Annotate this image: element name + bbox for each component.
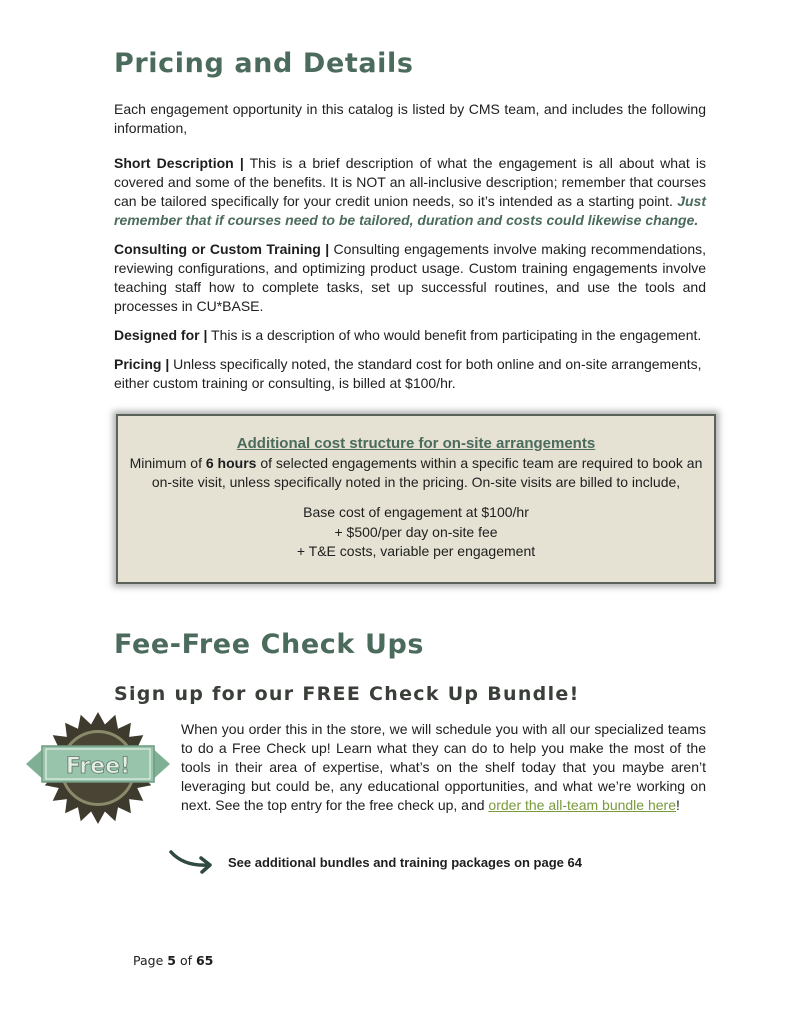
consulting-text: Consulting engagements involve making recommendations, reviewing configurations, and optimizing product usage. Custom training engagements involve teaching staff how to complete tasks, set up successful routines, and use the tools and processes in CU*BASE.: [114, 241, 706, 314]
page-footer: [133, 953, 213, 968]
consulting-paragraph: [114, 240, 706, 316]
section-subtitle: Sign up for our FREE Check Up Bundle!: [114, 683, 580, 705]
bundles-callout: See additional bundles and training packages on page 64: [228, 855, 582, 870]
checkup-text-end: !: [675, 797, 680, 813]
checkup-text: When you order this in the store, we will schedule you with all our specialized teams to do a Free Check up! Learn what they can do to help you make the most of the tools in their area of expertise, what’s on the shelf today that you maybe aren’t leveraging but could be, any educational opportunities, and what we’re working on next. See the top entry for the free check up, and: [181, 721, 706, 813]
short-description-label: Short Description |: [114, 155, 244, 171]
footer-page-label: Page: [133, 953, 164, 968]
pricing-text: Unless specifically noted, the standard cost for both online and on-site arrangements, either custom training or consulting, is billed at $100/hr.: [114, 356, 702, 391]
order-bundle-link[interactable]: order the all-team bundle here: [488, 797, 676, 813]
cost-box-title: Additional cost structure for on-site arrangements: [236, 435, 596, 452]
cost-item-travel: + T&E costs, variable per engagement: [296, 543, 536, 559]
checkup-paragraph: [181, 720, 706, 815]
page-title: Pricing and Details: [114, 48, 414, 79]
onsite-cost-box: [116, 414, 716, 584]
footer-of-label: of: [179, 953, 192, 968]
footer-total-pages: 65: [195, 953, 214, 968]
intro-paragraph: Each engagement opportunity in this catalog is listed by CMS team, and includes the following information,: [114, 101, 706, 136]
pricing-paragraph: [114, 355, 706, 393]
cost-item-onsite-fee: + $500/per day on-site fee: [334, 523, 498, 540]
pricing-label: Pricing |: [114, 356, 170, 372]
designed-for-paragraph: [114, 326, 706, 345]
free-badge-icon: [24, 712, 172, 824]
footer-page-number: 5: [167, 953, 176, 968]
short-description-text: This is a brief description of what the engagement is all about what is covered and some of the benefits. It is NOT an all-inclusive description; remember that courses can be tailored specifically for your credit union needs, so it’s intended as a starting point.: [114, 155, 706, 209]
cost-box-text-start: Minimum of: [129, 455, 206, 471]
cost-box-text: [126, 454, 706, 492]
section-title-checkups: Fee-Free Check Ups: [114, 629, 425, 660]
consulting-label: Consulting or Custom Training |: [114, 241, 330, 257]
short-description-paragraph: [114, 154, 706, 230]
cost-list: [118, 503, 714, 562]
cost-box-text-end: of selected engagements within a specific team are required to book an on-site visit, unless specifically noted in the pricing. On-site visits are billed to include,: [151, 455, 703, 490]
arrow-right-icon: [168, 846, 218, 876]
designed-for-label: Designed for |: [114, 327, 208, 343]
short-description-emphasis: Just remember that if courses need to be tailored, duration and costs could likewise change.: [114, 193, 706, 228]
cost-item-base: Base cost of engagement at $100/hr: [303, 504, 529, 520]
designed-for-text: This is a description of who would benefit from participating in the engagement.: [207, 327, 702, 343]
cost-box-hours: 6 hours: [205, 455, 257, 471]
badge-label: Free!: [65, 754, 131, 779]
